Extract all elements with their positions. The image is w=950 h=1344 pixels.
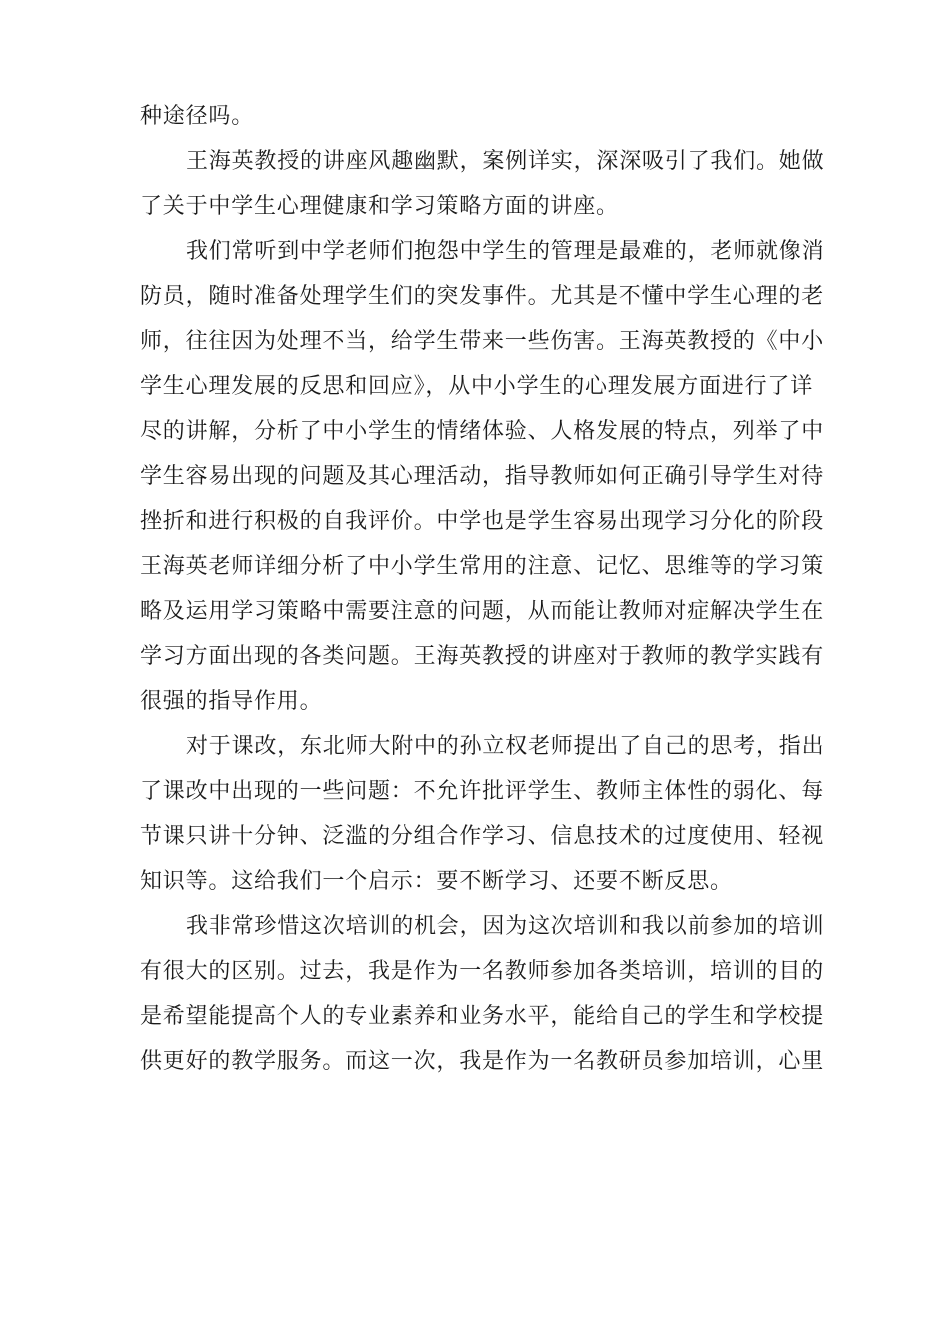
- text-line: 有很大的区别。过去，我是作为一名教师参加各类培训，培训的目的: [140, 959, 825, 984]
- text-line: 我非常珍惜这次培训的机会，因为这次培训和我以前参加的培训: [186, 914, 825, 939]
- text-line: 了关于中学生心理健康和学习策略方面的讲座。: [140, 194, 619, 219]
- text-line: 王海英教授的讲座风趣幽默，案例详实，深深吸引了我们。她做: [186, 149, 825, 174]
- text-line: 师，往往因为处理不当，给学生带来一些伤害。王海英教授的《中小: [140, 329, 825, 354]
- text-line: 学生心理发展的反思和回应》，从中小学生的心理发展方面进行了详: [140, 374, 814, 399]
- text-line: 对于课改，东北师大附中的孙立权老师提出了自己的思考，指出: [186, 734, 825, 759]
- text-line: 我们常听到中学老师们抱怨中学生的管理是最难的，老师就像消: [186, 239, 825, 264]
- text-line: 是希望能提高个人的专业素养和业务水平，能给自己的学生和学校提: [140, 1004, 825, 1029]
- text-line: 学习方面出现的各类问题。王海英教授的讲座对于教师的教学实践有: [140, 644, 825, 669]
- body-text: [140, 94, 824, 1084]
- text-line: 很强的指导作用。: [140, 689, 323, 714]
- text-line: 学生容易出现的问题及其心理活动，指导教师如何正确引导学生对待: [140, 464, 825, 489]
- text-line: 王海英老师详细分析了中小学生常用的注意、记忆、思维等的学习策: [140, 554, 825, 579]
- text-line: 防员，随时准备处理学生们的突发事件。尤其是不懂中学生心理的老: [140, 284, 825, 309]
- text-line: 供更好的教学服务。而这一次，我是作为一名教研员参加培训，心里: [140, 1049, 825, 1074]
- text-line: 知识等。这给我们一个启示：要不断学习、还要不断反思。: [140, 869, 733, 894]
- text-line: 节课只讲十分钟、泛滥的分组合作学习、信息技术的过度使用、轻视: [140, 824, 825, 849]
- text-line: 挫折和进行积极的自我评价。中学也是学生容易出现学习分化的阶段: [140, 509, 825, 534]
- text-line: 尽的讲解，分析了中小学生的情绪体验、人格发展的特点，列举了中: [140, 419, 825, 444]
- text-line: 略及运用学习策略中需要注意的问题，从而能让教师对症解决学生在: [140, 599, 825, 624]
- text-line: 种途径吗。: [140, 104, 255, 129]
- text-line: 了课改中出现的一些问题：不允许批评学生、教师主体性的弱化、每: [140, 779, 825, 804]
